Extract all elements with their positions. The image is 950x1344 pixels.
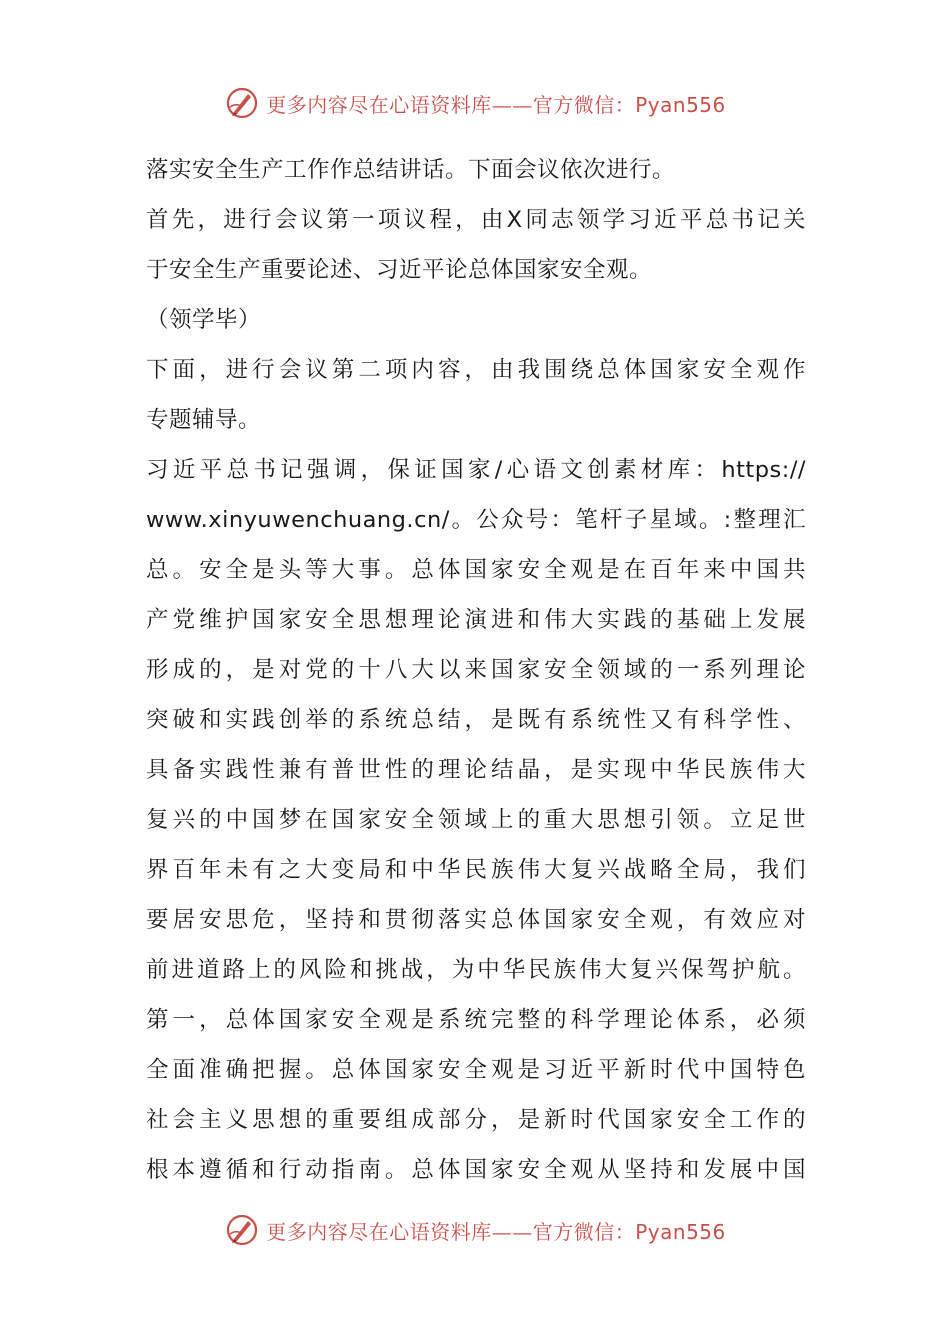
document-body: [146, 145, 806, 1195]
text-line: 落实安全生产工作作总结讲话。下面会议依次进行。: [146, 157, 676, 183]
text-line: 于安全生产重要论述、习近平论总体国家安全观。: [146, 257, 653, 283]
watermark-official-label: 官方微信：: [532, 1219, 636, 1244]
text-line: 复兴的中国梦在国家安全领域上的重大思想引领。立足世: [146, 807, 806, 833]
watermark-handle: Pyan556: [635, 1219, 726, 1244]
footer-watermark: [0, 1210, 950, 1250]
text-line: 下面，进行会议第二项内容，由我围绕总体国家安全观作: [146, 357, 806, 383]
watermark-official-label: 官方微信：: [532, 92, 636, 117]
text-line: 社会主义思想的重要组成部分，是新时代国家安全工作的: [146, 1107, 806, 1133]
text-line: 形成的，是对党的十八大以来国家安全领域的一系列理论: [146, 657, 806, 683]
text-line: （领学毕）: [146, 307, 262, 333]
text-line: 产党维护国家安全思想理论演进和伟大实践的基础上发展: [146, 607, 806, 633]
text-line: 习近平总书记强调，保证国家/心语文创素材库：https://: [146, 457, 806, 483]
text-line: 总。安全是头等大事。总体国家安全观是在百年来中国共: [146, 557, 806, 583]
watermark-title: 更多内容尽在心语资料库: [266, 92, 492, 117]
watermark-text: [266, 89, 726, 118]
text-line: 界百年未有之大变局和中华民族伟大复兴战略全局，我们: [146, 857, 806, 883]
watermark-handle: Pyan556: [635, 92, 726, 117]
text-line: 根本遵循和行动指南。总体国家安全观从坚持和发展中国: [146, 1157, 806, 1183]
text-line: 专题辅导。: [146, 407, 262, 433]
text-line: 首先，进行会议第一项议程，由X同志领学习近平总书记关: [146, 207, 806, 233]
text-line: 要居安思危，坚持和贯彻落实总体国家安全观，有效应对: [146, 907, 806, 933]
text-line: www.xinyuwenchuang.cn/。公众号：笔杆子星域。:整理汇: [146, 507, 806, 533]
watermark-separator: ——: [491, 1219, 533, 1244]
watermark-text: [266, 1216, 726, 1245]
pen-logo-icon: [224, 1212, 260, 1248]
text-line: 第一，总体国家安全观是系统完整的科学理论体系，必须: [146, 1007, 806, 1033]
header-watermark: [0, 83, 950, 123]
pen-logo-icon: [224, 85, 260, 121]
text-line: 前进道路上的风险和挑战，为中华民族伟大复兴保驾护航。: [146, 957, 806, 983]
watermark-separator: ——: [491, 92, 533, 117]
text-line: 全面准确把握。总体国家安全观是习近平新时代中国特色: [146, 1057, 806, 1083]
text-line: 突破和实践创举的系统总结，是既有系统性又有科学性、: [146, 707, 806, 733]
watermark-title: 更多内容尽在心语资料库: [266, 1219, 492, 1244]
text-line: 具备实践性兼有普世性的理论结晶，是实现中华民族伟大: [146, 757, 806, 783]
